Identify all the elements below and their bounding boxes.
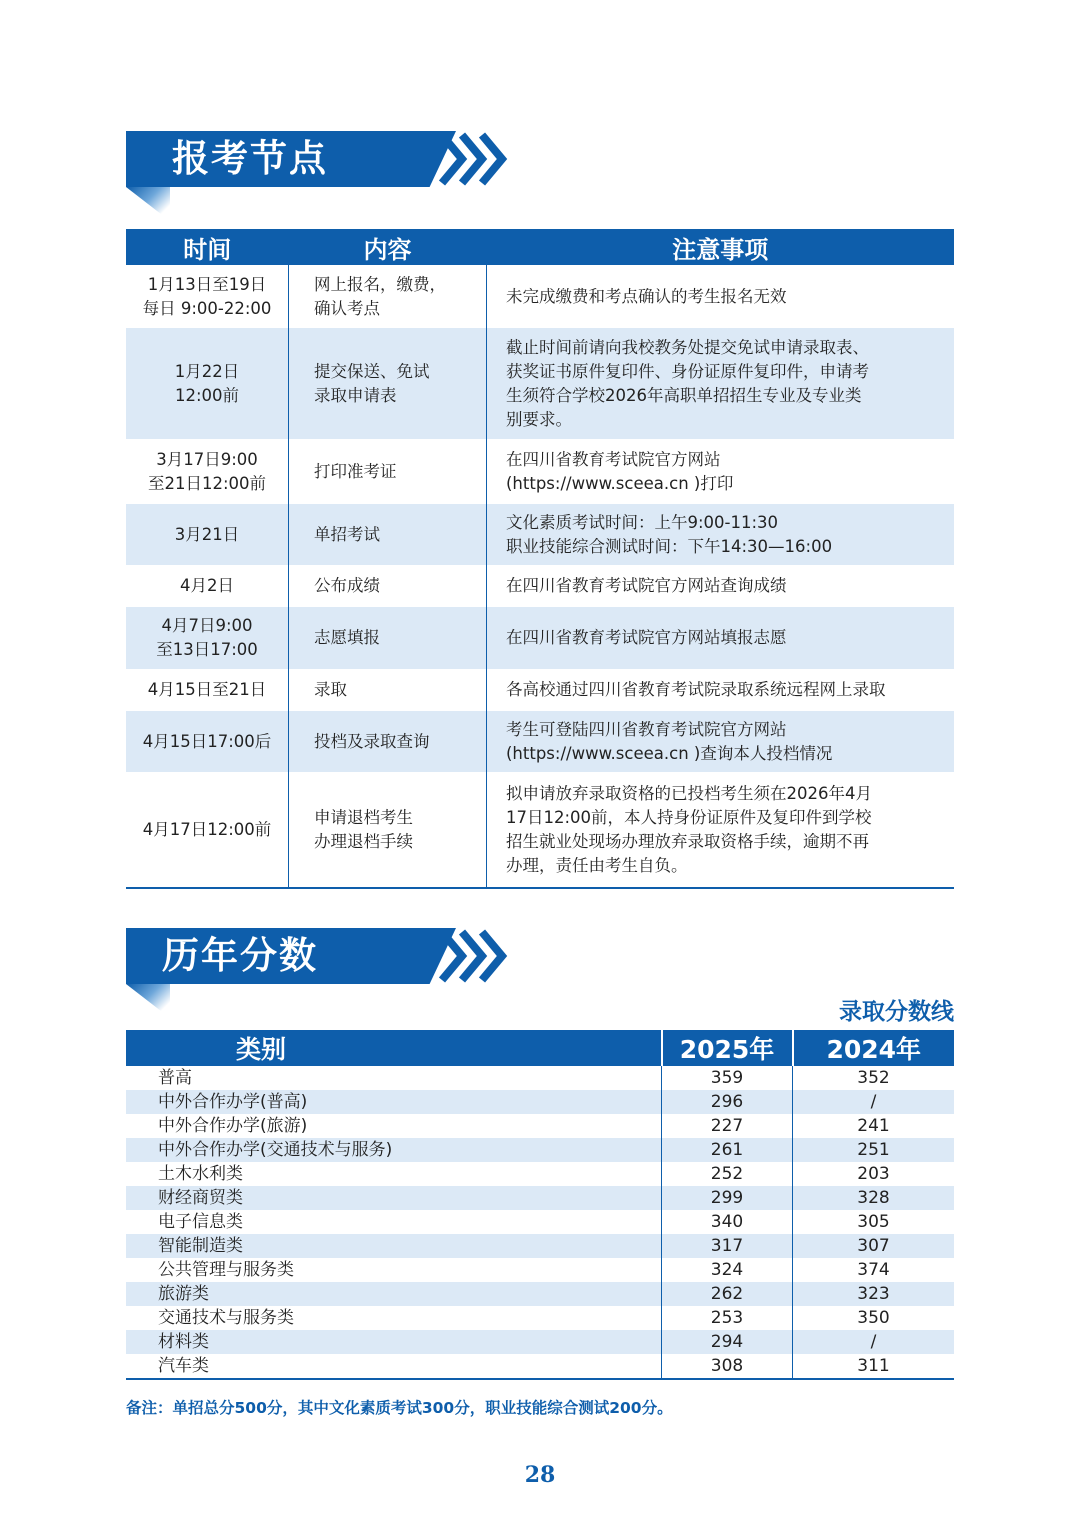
table-row — [126, 439, 954, 504]
cell-2025: 299 — [662, 1186, 793, 1210]
table-row — [126, 1186, 954, 1210]
cell-category: 旅游类 — [126, 1282, 662, 1306]
cell-2025: 252 — [662, 1162, 793, 1186]
header-category: 类别 — [126, 1030, 662, 1066]
cell-note: 各高校通过四川省教育考试院录取系统远程网上录取 — [487, 669, 955, 711]
cell-category: 土木水利类 — [158, 1164, 243, 1184]
section-header-past-scores — [126, 928, 526, 1023]
table-row — [126, 1114, 954, 1138]
cell-2024: 307 — [793, 1234, 955, 1258]
cell-note: 截止时间前请向我校教务处提交免试申请录取表、 获奖证书原件复印件、身份证原件复印件，申请考 生须符合学校2026年高职单招招生专业及专业类 别要求。 — [487, 328, 955, 439]
section-header-shadow — [126, 187, 170, 221]
cell-category: 智能制造类 — [126, 1234, 662, 1258]
cell-category: 中外合作办学(交通技术与服务) — [126, 1138, 662, 1162]
section-title: 报考节点 — [172, 137, 328, 180]
cell-note: 考生可登陆四川省教育考试院官方网站 (https://www.sceea.cn )查询本人投档情况 — [487, 711, 955, 772]
cell-content: 投档及录取查询 — [289, 711, 487, 772]
cell-time: 4月15日17:00后 — [126, 711, 289, 772]
cell-note: 拟申请放弃录取资格的已投档考生须在2026年4月 17日12:00前，本人持身份证原件及复印件到学校 招生就业处现场办理放弃录取资格手续，逾期不再 办理，责任由考生自负。 — [487, 772, 955, 888]
cell-category: 汽车类 — [126, 1354, 662, 1379]
table-row — [126, 772, 954, 888]
cell-category: 普高 — [158, 1068, 192, 1088]
table-row — [126, 607, 954, 669]
cell-2025: 253 — [662, 1306, 793, 1330]
table-row — [126, 1234, 954, 1258]
header-notes: 注意事项 — [487, 229, 955, 265]
table-row — [126, 265, 954, 328]
cell-time: 4月15日至21日 — [147, 680, 267, 699]
cell-category: 公共管理与服务类 — [158, 1260, 294, 1280]
cell-category: 中外合作办学(普高) — [126, 1090, 662, 1114]
table-row — [126, 711, 954, 772]
cell-time: 1月13日至19日 每日 9:00-22:00 — [142, 274, 272, 318]
table-header-row — [126, 229, 954, 265]
table-row — [126, 1354, 954, 1379]
table-row — [126, 1306, 954, 1330]
cell-2025: 262 — [662, 1282, 793, 1306]
cell-content: 志愿填报 — [289, 607, 487, 669]
table-header-row — [126, 1030, 954, 1066]
cell-2025: 324 — [662, 1258, 793, 1282]
header-2024: 2024年 — [793, 1030, 955, 1066]
table-row — [126, 565, 954, 607]
cell-2024: / — [793, 1330, 955, 1354]
cell-2024: 251 — [793, 1138, 955, 1162]
cell-category: 中外合作办学(旅游) — [158, 1116, 308, 1136]
cell-content: 申请退档考生 办理退档手续 — [289, 772, 487, 888]
cell-2025: 317 — [662, 1234, 793, 1258]
cell-content: 录取 — [289, 669, 487, 711]
table-row — [126, 504, 954, 565]
cell-2024: 323 — [793, 1282, 955, 1306]
cell-2024: 328 — [793, 1186, 955, 1210]
cell-2025: 294 — [662, 1330, 793, 1354]
cell-content: 打印准考证 — [289, 439, 487, 504]
cell-time: 4月17日12:00前 — [126, 772, 289, 888]
cell-2025: 340 — [662, 1210, 793, 1234]
cell-note: 在四川省教育考试院官方网站 (https://www.sceea.cn )打印 — [487, 439, 955, 504]
cell-2024: 305 — [793, 1210, 955, 1234]
chevrons-icon — [438, 928, 518, 984]
table-row — [126, 1258, 954, 1282]
cell-2024: 241 — [793, 1114, 955, 1138]
table-row — [126, 1090, 954, 1114]
cell-2025: 261 — [662, 1138, 793, 1162]
cell-category: 交通技术与服务类 — [158, 1308, 294, 1328]
cell-note: 未完成缴费和考点确认的考生报名无效 — [487, 265, 955, 328]
scores-caption: 录取分数线 — [839, 999, 954, 1025]
table-row — [126, 328, 954, 439]
cell-category: 财经商贸类 — [126, 1186, 662, 1210]
cell-2024: 311 — [793, 1354, 955, 1379]
cell-content: 提交保送、免试 录取申请表 — [289, 328, 487, 439]
table-row — [126, 1330, 954, 1354]
chevrons-icon — [438, 131, 518, 187]
cell-time: 1月22日 12:00前 — [126, 328, 289, 439]
section-title: 历年分数 — [162, 934, 318, 977]
cell-time: 4月7日9:00 至13日17:00 — [126, 607, 289, 669]
admission-scores-table — [126, 1030, 954, 1380]
cell-2025: 359 — [662, 1066, 793, 1090]
cell-time: 3月21日 — [126, 504, 289, 565]
cell-2025: 308 — [662, 1354, 793, 1379]
cell-category: 材料类 — [126, 1330, 662, 1354]
cell-time: 4月2日 — [180, 576, 234, 595]
cell-note: 在四川省教育考试院官方网站查询成绩 — [487, 565, 955, 607]
cell-time: 3月17日9:00 至21日12:00前 — [147, 449, 267, 493]
table-row — [126, 669, 954, 711]
section-header-exam-schedule — [126, 131, 526, 226]
cell-content: 网上报名，缴费， 确认考点 — [289, 265, 487, 328]
footnote: 备注：单招总分500分，其中文化素质考试300分，职业技能综合测试200分。 — [126, 1399, 673, 1417]
section-header-shadow — [126, 984, 170, 1018]
cell-content: 单招考试 — [289, 504, 487, 565]
cell-note: 在四川省教育考试院官方网站填报志愿 — [487, 607, 955, 669]
cell-note: 文化素质考试时间：上午9:00-11:30 职业技能综合测试时间：下午14:30—16:00 — [487, 504, 955, 565]
table-row — [126, 1138, 954, 1162]
cell-2024: / — [793, 1090, 955, 1114]
table-row — [126, 1282, 954, 1306]
cell-content: 公布成绩 — [289, 565, 487, 607]
cell-2024: 374 — [793, 1258, 955, 1282]
cell-2025: 296 — [662, 1090, 793, 1114]
page-number: 28 — [524, 1462, 556, 1488]
cell-2024: 203 — [793, 1162, 955, 1186]
table-row — [126, 1162, 954, 1186]
cell-2025: 227 — [662, 1114, 793, 1138]
header-content: 内容 — [289, 229, 487, 265]
header-2025: 2025年 — [662, 1030, 793, 1066]
table-row — [126, 1066, 954, 1090]
cell-category: 电子信息类 — [158, 1212, 243, 1232]
exam-schedule-table — [126, 229, 954, 889]
cell-2024: 350 — [793, 1306, 955, 1330]
header-time: 时间 — [126, 229, 289, 265]
cell-2024: 352 — [793, 1066, 955, 1090]
table-row — [126, 1210, 954, 1234]
